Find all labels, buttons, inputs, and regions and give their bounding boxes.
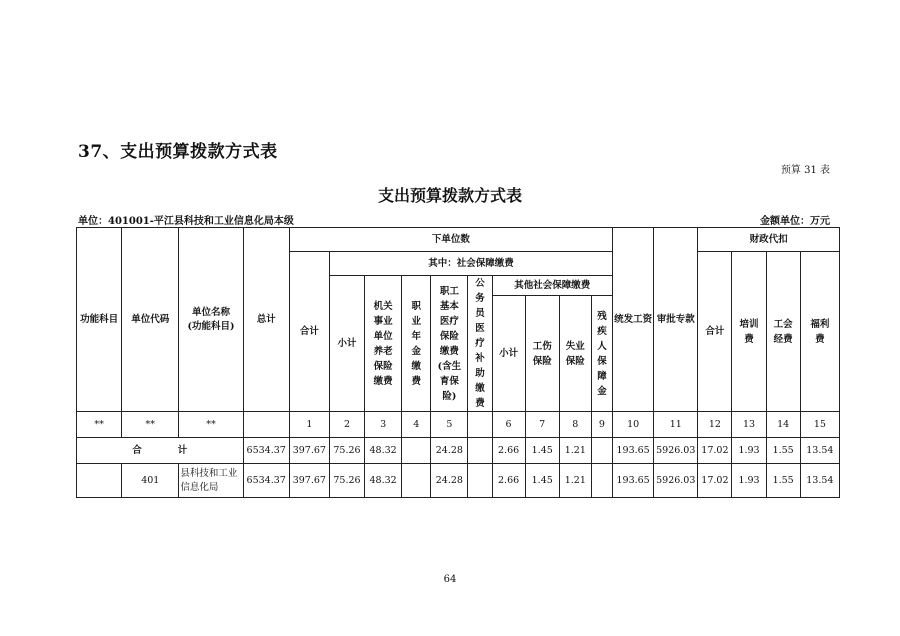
data-cell: [468, 464, 492, 498]
table-number: 预算 31 表: [780, 165, 830, 176]
table-row: [77, 464, 840, 498]
header-small-total: 小计: [329, 276, 364, 412]
total-cell: [468, 438, 492, 464]
index-cell: 7: [525, 412, 559, 438]
header-unit-name: 单位名称 (功能科目): [179, 228, 243, 412]
index-cell: 14: [766, 412, 800, 438]
data-cell: [402, 464, 431, 498]
header-welfare: 福利费: [800, 252, 839, 412]
index-cell: 12: [698, 412, 732, 438]
header-lower-unit: 下单位数: [289, 228, 612, 252]
total-cell: 13.54: [800, 438, 839, 464]
data-cell: 13.54: [800, 464, 839, 498]
total-cell: 1.45: [525, 438, 559, 464]
data-cell: 2.66: [492, 464, 525, 498]
index-row: [77, 412, 840, 438]
index-cell: 13: [732, 412, 766, 438]
header-other-small-total: 小计: [492, 296, 525, 412]
total-cell: 6534.37: [243, 438, 289, 464]
amount-unit-label: 金额单位：万元: [760, 216, 830, 227]
section-title: 37、支出预算拨款方式表: [78, 142, 278, 162]
page-number: 64: [443, 574, 457, 585]
header-injury: 工伤保险: [525, 296, 559, 412]
index-cell: 1: [289, 412, 329, 438]
data-cell: 1.45: [525, 464, 559, 498]
data-cell: 1.55: [766, 464, 800, 498]
index-cell: **: [179, 412, 243, 438]
data-cell: 6534.37: [243, 464, 289, 498]
index-cell: **: [122, 412, 179, 438]
total-cell: 48.32: [365, 438, 402, 464]
header-medical: 职工基本医疗保险缴费(含生育保险): [431, 276, 468, 412]
header-func-subject: 功能科目: [77, 228, 122, 412]
total-row: [77, 438, 840, 464]
header-fiscal-deduct: 财政代扣: [698, 228, 840, 252]
header-annuity: 职业年金缴费: [402, 276, 431, 412]
data-cell: 48.32: [365, 464, 402, 498]
header-training: 培训费: [732, 252, 766, 412]
data-cell: [591, 464, 612, 498]
total-cell: 397.67: [289, 438, 329, 464]
index-cell: 4: [402, 412, 431, 438]
header-fiscal-sum: 合计: [698, 252, 732, 412]
data-cell: 75.26: [329, 464, 364, 498]
data-cell: 17.02: [698, 464, 732, 498]
index-cell: 11: [654, 412, 698, 438]
index-cell: 5: [431, 412, 468, 438]
unit-label: 单位：401001-平江县科技和工业信息化局本级: [78, 216, 294, 227]
data-unit-name: 县科技和工业信息化局: [179, 464, 243, 498]
total-cell: 24.28: [431, 438, 468, 464]
index-cell: 9: [591, 412, 612, 438]
data-unit-code: 401: [122, 464, 179, 498]
data-cell: 397.67: [289, 464, 329, 498]
data-cell: 24.28: [431, 464, 468, 498]
total-cell: 193.65: [613, 438, 654, 464]
total-cell: 1.55: [766, 438, 800, 464]
index-cell: 2: [329, 412, 364, 438]
index-cell: 6: [492, 412, 525, 438]
index-cell: 10: [613, 412, 654, 438]
header-total: 总计: [243, 228, 289, 412]
data-func-subject: [77, 464, 122, 498]
index-cell: 3: [365, 412, 402, 438]
data-cell: 193.65: [613, 464, 654, 498]
data-cell: 1.21: [559, 464, 591, 498]
header-unified-salary: 统发工资: [613, 228, 654, 412]
index-cell: [468, 412, 492, 438]
total-cell: 2.66: [492, 438, 525, 464]
header-union: 工会经费: [766, 252, 800, 412]
total-row-label: 合 计: [77, 438, 244, 464]
data-cell: 5926.03: [654, 464, 698, 498]
data-cell: 1.93: [732, 464, 766, 498]
total-cell: 17.02: [698, 438, 732, 464]
table-title: 支出预算拨款方式表: [377, 186, 522, 205]
header-lower-sum: 合计: [289, 252, 329, 412]
index-cell: [243, 412, 289, 438]
total-cell: 75.26: [329, 438, 364, 464]
header-civil-medical: 公务员医疗补助缴费: [468, 276, 492, 412]
expenditure-table: [76, 227, 840, 498]
header-approved-special: 审批专款: [654, 228, 698, 412]
header-pension: 机关事业单位养老保险缴费: [365, 276, 402, 412]
header-unit-code: 单位代码: [122, 228, 179, 412]
header-social-security: 其中：社会保障缴费: [329, 252, 612, 276]
index-cell: 15: [800, 412, 839, 438]
index-cell: 8: [559, 412, 591, 438]
total-cell: 1.93: [732, 438, 766, 464]
header-other-social: 其他社会保障缴费: [492, 276, 613, 296]
header-disability: 残疾人保障金: [591, 296, 612, 412]
total-cell: 1.21: [559, 438, 591, 464]
total-cell: [402, 438, 431, 464]
total-cell: 5926.03: [654, 438, 698, 464]
header-unemployment: 失业保险: [559, 296, 591, 412]
index-cell: **: [77, 412, 122, 438]
total-cell: [591, 438, 612, 464]
